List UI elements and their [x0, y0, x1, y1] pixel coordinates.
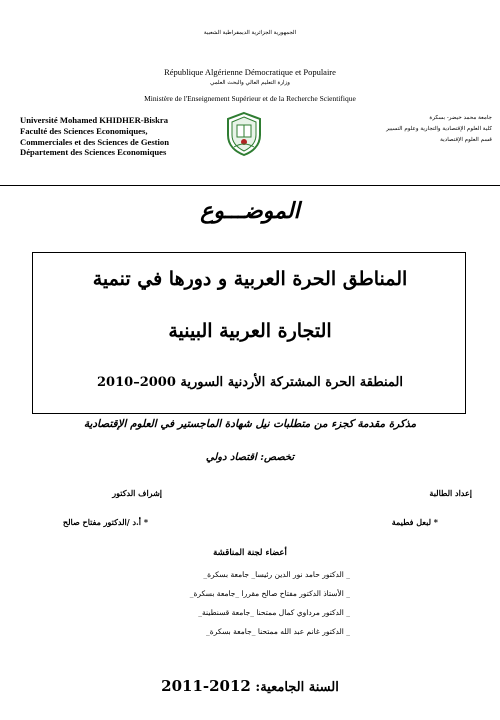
republic-french: République Algérienne Démocratique et Populaire	[164, 67, 336, 77]
university-french-block	[20, 115, 230, 158]
committee-member: _ الدكتور غانم عبد الله ممتحنا _جامعة بسكرة_	[206, 627, 350, 636]
academic-year-value: 2011-2012	[161, 677, 251, 695]
university-name-ar: جامعة محمد خيضر- بسكرة	[429, 115, 492, 121]
faculty-name-fr-cont: Commerciales et des Sciences de Gestion	[20, 136, 170, 147]
department-name-fr: Département des Sciences Economiques	[20, 147, 167, 158]
subject-heading: الموضـــوع	[200, 198, 300, 224]
committee-title: أعضاء لجنة المناقشة	[213, 548, 287, 558]
academic-year	[0, 677, 500, 695]
academic-year-label: السنة الجامعية:	[255, 680, 339, 695]
prepared-by-label: إعداد الطالبة	[429, 488, 472, 498]
faculty-name-fr: Faculté des Sciences Economiques,	[20, 125, 148, 136]
thesis-subtitle: المنطقة الحرة المشتركة الأردنية السورية 2000–2010	[97, 375, 403, 390]
committee-member: _ الدكتور مرداوي كمال ممتحنا _جامعة قسنطينة_	[198, 608, 350, 617]
university-name-fr: Université Mohamed KHIDHER-Biskra	[20, 115, 168, 125]
department-name-ar: قسم العلوم الإقتصادية	[440, 137, 492, 143]
thesis-title-line1: المناطق الحرة العربية و دورها في تنمية	[92, 268, 408, 290]
committee-member: _ الأستاذ الدكتور مفتاح صالح مقررا _جامعة بسكرة_	[189, 589, 350, 598]
specialty: تخصص: اقتصاد دولي	[205, 452, 295, 463]
republic-arabic: الجمهورية الجزائرية الديمقراطية الشعبية	[203, 30, 297, 36]
thesis-title-line2: التجارة العربية البينية	[168, 320, 332, 342]
student-name: * لبعل فطيمة	[391, 517, 438, 527]
ministry-french: Ministère de l'Enseignement Supérieur et de la Recherche Scientifique	[144, 94, 356, 103]
committee-member: _ الدكتور حامد نور الدين رئيسا_ جامعة بسكرة_	[203, 570, 350, 579]
supervisor-label: إشراف الدكتور	[112, 488, 162, 498]
university-logo	[224, 111, 264, 157]
header-divider	[0, 185, 500, 186]
faculty-name-ar: كلية العلوم الإقتصادية والتجارية وعلوم التسيير	[386, 126, 492, 132]
university-arabic-block	[372, 113, 492, 146]
supervisor-name: * أ.د /الدكتور مفتاح صالح	[62, 517, 148, 527]
ministry-arabic: وزارة التعليم العالي والبحث العلمي	[210, 80, 290, 86]
memo-statement: مذكرة مقدمة كجزء من متطلبات نيل شهادة الماجستير في العلوم الإقتصادية	[83, 418, 417, 430]
